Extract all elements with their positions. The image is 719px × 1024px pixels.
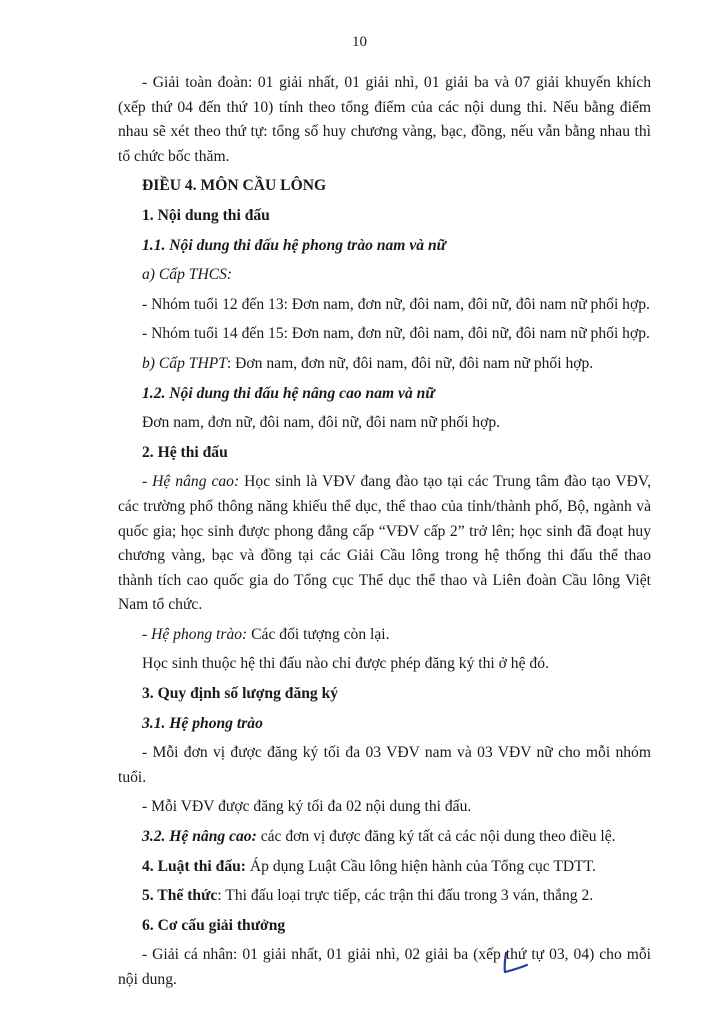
section-3-2-text: các đơn vị được đăng ký tất cả các nội dung theo điều lệ. — [256, 828, 616, 846]
section-6-title: 6. Cơ cấu giải thưởng — [142, 916, 286, 934]
section-1-1-title: 1.1. Nội dung thi đấu hệ phong trào nam và nữ — [142, 236, 446, 254]
section-1-1-a-item-1: - Nhóm tuổi 12 đến 13: Đơn nam, đơn nữ, đôi nam, đôi nữ, đôi nam nữ phối hợp. — [142, 295, 650, 313]
section-1-title: 1. Nội dung thi đấu — [142, 206, 270, 224]
page-number: 10 — [352, 34, 367, 50]
section-1-1-b-label: b) Cấp THPT — [142, 354, 227, 372]
section-1-1-b-text: : Đơn nam, đơn nữ, đôi nam, đôi nữ, đôi nam nữ phối hợp. — [226, 354, 594, 372]
section-1-1-b — [118, 352, 651, 377]
section-5 — [118, 884, 651, 909]
section-3-2-label: 3.2. Hệ nâng cao: — [142, 828, 257, 846]
section-2-title: 2. Hệ thi đấu — [142, 443, 228, 461]
section-1-2-text: Đơn nam, đơn nữ, đôi nam, đôi nữ, đôi nam nữ phối hợp. — [142, 414, 501, 432]
section-4-text: Áp dụng Luật Cầu lông hiện hành của Tổng cục TDTT. — [246, 857, 596, 875]
section-5-text: : Thi đấu loại trực tiếp, các trận thi đấu trong 3 ván, thắng 2. — [217, 887, 594, 905]
section-2-movement — [118, 623, 651, 648]
section-4-label: 4. Luật thi đấu: — [142, 857, 246, 875]
section-2-advanced-text: Học sinh là VĐV đang đào tạo tại các Trung tâm đào tạo VĐV, các trường phổ thông năng khiếu thể dục, thể thao của tỉnh/thành phố, Bộ, ngành và quốc gia; học sinh được phong đẳng cấp “VĐV cấp 2” trở lên; học sinh đã đoạt huy chương vàng, bạc và đồng tại các Giải Cầu lông trong hệ thống thi đấu thể thao thành tích cao quốc gia do Tổng cục Thể dục thể thao và Liên đoàn Cầu lông Việt Nam tổ chức. — [118, 473, 651, 614]
section-3-2 — [118, 825, 651, 850]
section-1-2-title: 1.2. Nội dung thi đấu hệ nâng cao nam và nữ — [142, 384, 435, 402]
section-3-1-title: 3.1. Hệ phong trào — [142, 714, 263, 732]
document-body — [118, 71, 651, 993]
initial-signature-mark — [497, 950, 537, 978]
section-6-item-1: - Giải cá nhân: 01 giải nhất, 01 giải nhì, 02 giải ba (xếp thứ tự 03, 04) cho mỗi nội dung. — [118, 946, 651, 988]
section-1-1-a-item-2: - Nhóm tuổi 14 đến 15: Đơn nam, đơn nữ, đôi nam, đôi nữ, đôi nam nữ phối hợp. — [142, 325, 650, 343]
section-2-advanced-label: - Hệ nâng cao: — [142, 473, 240, 491]
section-5-label: 5. Thể thức — [142, 887, 218, 905]
section-2-movement-label: - Hệ phong trào: — [142, 625, 248, 643]
team-prize-paragraph: - Giải toàn đoàn: 01 giải nhất, 01 giải nhì, 01 giải ba và 07 giải khuyến khích (xếp thứ 04 đến thứ 10) tính theo tổng điểm của các nội dung thi. Nếu bằng điểm nhau sẽ xét theo thứ tự: tổng số huy chương vàng, bạc, đồng, nếu vẫn bằng nhau thì tổ chức bốc thăm. — [118, 74, 651, 165]
section-3-1-item-1: - Mỗi đơn vị được đăng ký tối đa 03 VĐV nam và 03 VĐV nữ cho mỗi nhóm tuổi. — [118, 744, 651, 786]
section-3-1-item-2: - Mỗi VĐV được đăng ký tối đa 02 nội dung thi đấu. — [142, 798, 472, 816]
section-2-note: Học sinh thuộc hệ thi đấu nào chỉ được phép đăng ký thi ở hệ đó. — [142, 655, 549, 673]
section-2-movement-text: Các đối tượng còn lại. — [247, 625, 390, 643]
section-3-title: 3. Quy định số lượng đăng ký — [142, 685, 339, 703]
section-4 — [118, 855, 651, 880]
section-2-advanced — [118, 470, 651, 618]
article-title: ĐIỀU 4. MÔN CẦU LÔNG — [142, 177, 327, 195]
section-1-1-a: a) Cấp THCS: — [142, 266, 233, 284]
